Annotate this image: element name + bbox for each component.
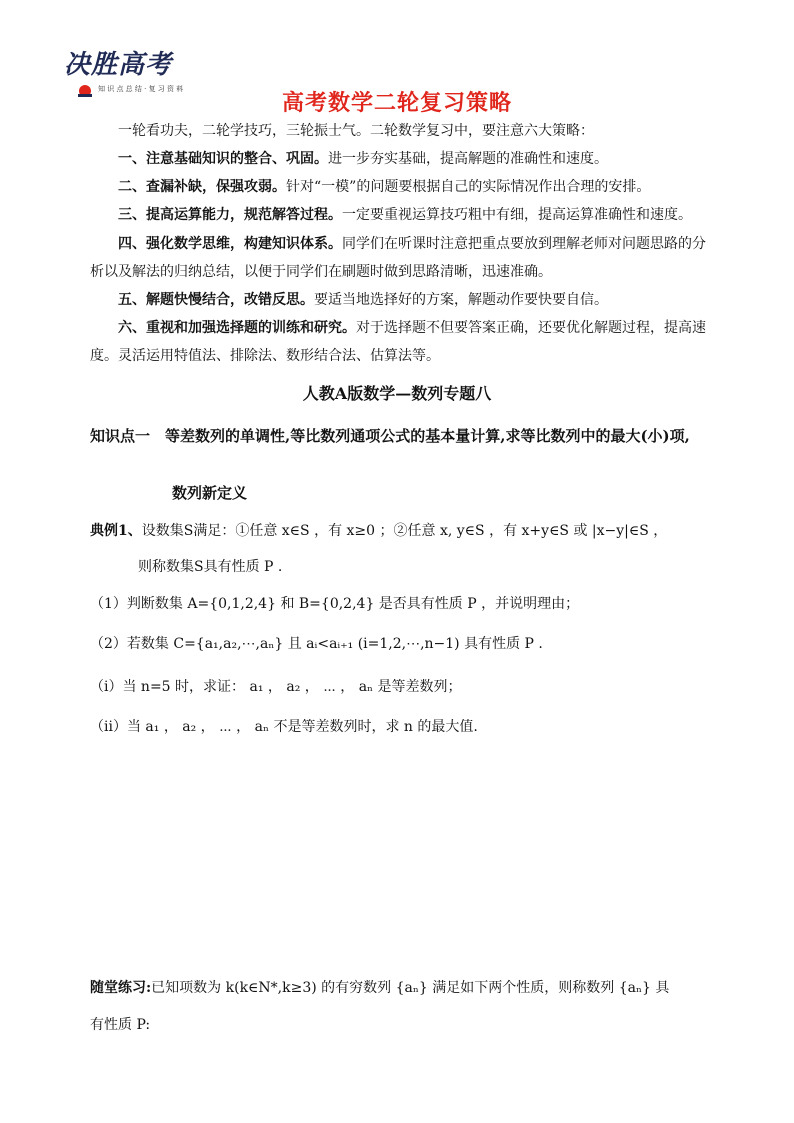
- strategy-item-5: [90, 286, 710, 314]
- question-2: （2）若数集 C={a₁,a₂,⋯,aₙ} 且 aᵢ<aᵢ₊₁ (i=1,2,⋯,n−1) 具有性质 P .: [90, 636, 543, 652]
- strategy-item-lead: 三、提高运算能力，规范解答过程。: [118, 207, 342, 223]
- strategy-item-2: [90, 173, 710, 201]
- section-title: 人教A版数学—数列专题八: [302, 384, 492, 403]
- strategy-item-lead: 五、解题快慢结合，改错反思。: [118, 292, 314, 308]
- practice-line-1: 已知项数为 k(k∈N*,k≥3) 的有穷数列 {aₙ} 满足如下两个性质，则称数列 {aₙ} 具: [151, 980, 670, 996]
- strategy-item-1: [90, 145, 710, 173]
- logo-subtitle: 知 识 点 总 结 · 复 习 资 料: [98, 85, 184, 93]
- page-title: 高考数学二轮复习策略: [281, 91, 512, 116]
- logo-brand-text: 决胜高考: [64, 50, 173, 80]
- strategy-item-3: [90, 201, 710, 229]
- knowledge-point-heading: 知识点一 等差数列的单调性,等比数列通项公式的基本量计算,求等比数列中的最大(小)项,: [90, 427, 690, 445]
- practice-label: 随堂练习:: [90, 980, 152, 996]
- strategy-item-lead: 二、查漏补缺，保强攻弱。: [118, 179, 286, 195]
- strategy-item-text: 对于选择题不但要答案正确，还要优化解题过程，提高速度。灵活运用特值法、排除法、数形结合法、估算法等。: [90, 320, 706, 364]
- practice-line-2: 有性质 P:: [90, 1017, 151, 1033]
- strategy-item-lead: 四、强化数学思维，构建知识体系。: [118, 236, 342, 252]
- example-line-2: 则称数集S具有性质 P .: [138, 559, 283, 575]
- strategy-item-6: [90, 314, 710, 370]
- strategy-item-text: 同学们在听课时注意把重点要放到理解老师对问题思路的分析以及解法的归纳总结，以便于同学们在刷题时做到思路清晰，迅速准确。: [90, 236, 706, 280]
- strategy-item-text: 针对“一模”的问题要根据自己的实际情况作出合理的安排。: [286, 179, 651, 195]
- question-2-part-i: （i）当 n=5 时，求证： a₁ ， a₂ ， ⋯ ， aₙ 是等差数列；: [90, 679, 462, 695]
- strategy-item-text: 要适当地选择好的方案，解题动作要快要自信。: [314, 292, 608, 308]
- strategy-item-text: 一定要重视运算技巧粗中有细，提高运算准确性和速度。: [342, 207, 692, 223]
- example-line-1: 设数集S满足：①任意 x∈S ，有 x≥0 ；②任意 x, y∈S ，有 x+y∈S 或 |x−y|∈S ，: [141, 523, 668, 539]
- strategy-intro: 一轮看功夫，二轮学技巧，三轮振士气。二轮数学复习中，要注意六大策略：: [118, 123, 594, 139]
- strategy-item-4: [90, 230, 710, 286]
- knowledge-point-subheading: 数列新定义: [172, 484, 248, 502]
- strategy-item-text: 进一步夯实基础，提高解题的准确性和速度。: [328, 151, 608, 167]
- question-1: （1）判断数集 A={0,1,2,4} 和 B={0,2,4} 是否具有性质 P ，并说明理由；: [90, 596, 580, 612]
- example-label: 典例1、: [90, 523, 142, 539]
- practice-statement: [90, 976, 730, 1000]
- strategy-item-lead: 六、重视和加强选择题的训练和研究。: [118, 320, 356, 336]
- example-statement: [90, 519, 730, 543]
- question-2-part-ii: （ii）当 a₁ ， a₂ ， ⋯ ， aₙ 不是等差数列时，求 n 的最大值.: [90, 719, 478, 735]
- strategy-item-lead: 一、注意基础知识的整合、巩固。: [118, 151, 328, 167]
